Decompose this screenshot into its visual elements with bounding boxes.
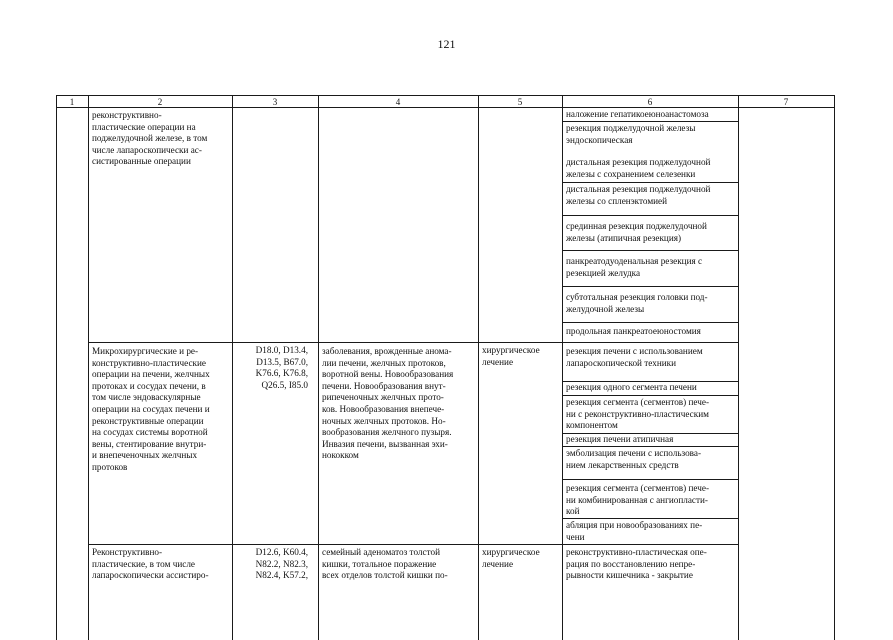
- column-border: [88, 95, 89, 640]
- method-item: резекция одного сегмента печени: [566, 382, 697, 392]
- column-header: 2: [157, 97, 163, 107]
- column-border: [562, 95, 563, 640]
- method-item: эмболизация печени с использова- нием лекарственных средств: [566, 448, 702, 470]
- diagnosis-description: семейный аденоматоз толстой кишки, тотальное поражение всех отделов толстой кишки по-: [322, 547, 448, 581]
- row-divider-1: [88, 342, 738, 343]
- treatment-type: хирургическое лечение: [482, 345, 540, 367]
- column-border: [738, 95, 739, 640]
- operation-name: Микрохирургические и ре- конструктивно-пластические операции на печени, желчных протоках и сосудах печени, в том числе эндоваскулярные операции на сосудах печени и реконструктивные операции на сосудах системы воротной вены, стентирование внутри- и внепеченочных желчных протоков: [92, 346, 210, 472]
- method-divider: [562, 286, 738, 287]
- method-item: абляция при новообразованиях пе- чени: [566, 520, 703, 542]
- column-header: 7: [783, 97, 789, 107]
- method-item: наложение гепатикоеюноанастомоза: [566, 109, 709, 119]
- method-item: резекция сегмента (сегментов) печe- ни комбинированная с ангиопласти- кой: [566, 483, 710, 517]
- column-header: 3: [272, 97, 278, 107]
- method-divider: [562, 182, 738, 183]
- method-divider: [562, 479, 738, 480]
- column-border: [834, 95, 835, 640]
- method-item: резекция печени атипичная: [566, 434, 674, 444]
- page-number: 121: [437, 37, 456, 51]
- treatment-type: хирургическое лечение: [482, 547, 540, 569]
- method-item: резекция поджелудочной железы эндоскопическая: [566, 123, 696, 145]
- method-divider: [562, 322, 738, 323]
- diagnosis-codes: D12.6, K60.4, N82.2, N82.3, N82.4, K57.2,: [255, 547, 308, 581]
- column-header: 4: [395, 97, 401, 107]
- column-header: 5: [517, 97, 523, 107]
- method-divider: [562, 215, 738, 216]
- method-item: дистальная резекция поджелудочной железы с сохранением селезенки: [566, 157, 711, 179]
- method-item: реконструктивно-пластическая опе- рация по восстановлению непре- рывности кишечника - закрытие: [566, 547, 707, 581]
- method-divider: [562, 250, 738, 251]
- row-divider-2: [88, 544, 738, 545]
- method-divider: [562, 395, 738, 396]
- method-divider: [562, 446, 738, 447]
- column-border: [478, 95, 479, 640]
- column-header: 6: [647, 97, 653, 107]
- diagnosis-codes: D18.0, D13.4, D13.5, B67.0, K76.6, K76.8, Q26.5, I85.0: [255, 345, 308, 390]
- column-border: [318, 95, 319, 640]
- diagnosis-description: заболевания, врожденные анома- лии печени, желчных протоков, воротной вены. Новообразования печени. Новообразования внут- рипеченочных желчных прото- ков. Новообразования внепече- ночных желчных протоков. Но- вообразования желчного пузыря. Инвазия печени, вызванная эхи- нококком: [322, 346, 454, 461]
- method-item: панкреатодуоденальная резекция с резекцией желудка: [566, 256, 703, 278]
- method-item: продольная панкреатоеюностомия: [566, 326, 701, 336]
- method-item: резекция печени с использованием лапароскопической техники: [566, 346, 703, 368]
- column-header: 1: [69, 97, 75, 107]
- method-divider: [562, 121, 738, 122]
- method-divider: [562, 518, 738, 519]
- operation-name: реконструктивно- пластические операции на поджелудочной железе, в том числе лапароскопически ас- систированные операции: [92, 110, 208, 167]
- operation-name: Реконструктивно- пластические, в том числе лапароскопически ассистиро-: [92, 547, 209, 581]
- method-item: срединная резекция поджелудочной железы (атипичная резекция): [566, 221, 707, 243]
- method-item: дистальная резекция поджелудочной железы со спленэктомией: [566, 184, 711, 206]
- column-border: [232, 95, 233, 640]
- method-item: субтотальная резекция головки под- желудочной железы: [566, 292, 708, 314]
- method-item: резекция сегмента (сегментов) печe- ни с реконструктивно-пластическим компонентом: [566, 397, 710, 431]
- column-border: [56, 95, 57, 640]
